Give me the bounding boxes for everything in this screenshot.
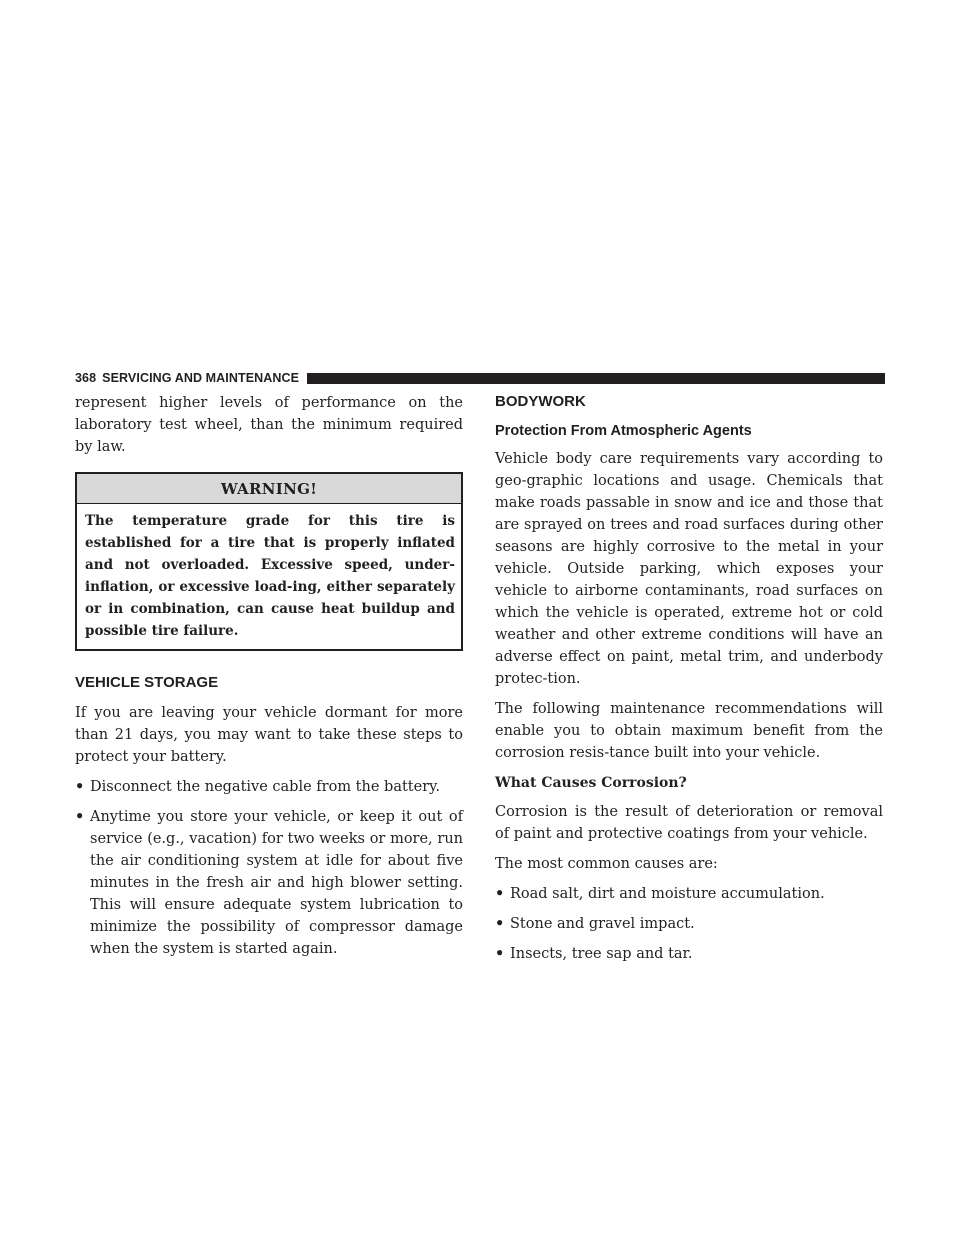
protection-paragraph-1: Vehicle body care requirements vary according to geo-graphic locations and usage. Chemicals that make roads passable in snow and ice and those that are sprayed on trees and road surfaces during other seasons are highly corrosive to the metal in your vehicle. Outside parking, which exposes your vehicle to airborne contaminants, road surfaces on which the vehicle is operated, extreme hot or cold weather and other extreme conditions will have an adverse effect on paint, metal trim, and underbody protec-tion. — [495, 451, 883, 687]
protection-paragraph-2: The following maintenance recommendations will enable you to obtain maximum benefit from the corrosion resis-tance built into your vehicle. — [495, 701, 883, 761]
list-item — [75, 806, 463, 960]
causes-intro: The most common causes are: — [495, 856, 718, 872]
right-column — [495, 392, 883, 973]
list-item — [495, 883, 883, 905]
left-column — [75, 392, 463, 968]
section-title: SERVICING AND MAINTENANCE — [102, 371, 300, 385]
list-item-text: Anytime you store your vehicle, or keep it out of service (e.g., vacation) for two weeks or more, run the air conditioning system at idle for about five minutes in the fresh air and high blower setting. This will ensure adequate system lubrication to minimize the possibility of compressor damage when the system is started again. — [90, 809, 463, 957]
protection-heading: Protection From Atmospheric Agents — [495, 423, 752, 439]
warning-box — [75, 472, 463, 651]
page-number: 368 — [75, 371, 97, 385]
list-item-text: Insects, tree sap and tar. — [510, 946, 693, 962]
bullet-icon: • — [75, 808, 85, 825]
causes-list — [495, 883, 883, 965]
list-item-text: Disconnect the negative cable from the battery. — [90, 779, 441, 795]
corrosion-paragraph: Corrosion is the result of deterioration or removal of paint and protective coatings from your vehicle. — [495, 804, 883, 842]
bodywork-heading: BODYWORK — [495, 393, 586, 410]
warning-body: The temperature grade for this tire is established for a tire that is properly inflated and not overloaded. Excessive speed, under-inflation, or excessive load-ing, either separately or in combination, can cause heat buildup and possible tire failure. — [85, 513, 455, 639]
page-header — [75, 370, 885, 386]
list-item — [75, 776, 463, 798]
list-item — [495, 943, 883, 965]
vehicle-storage-paragraph: If you are leaving your vehicle dormant for more than 21 days, you may want to take these steps to protect your battery. — [75, 705, 463, 765]
vehicle-storage-list — [75, 776, 463, 960]
warning-title: WARNING! — [77, 474, 461, 504]
vehicle-storage-heading: VEHICLE STORAGE — [75, 674, 219, 691]
corrosion-heading: What Causes Corrosion? — [495, 775, 687, 791]
bullet-icon: • — [495, 915, 505, 932]
bullet-icon: • — [75, 778, 85, 795]
list-item — [495, 913, 883, 935]
bullet-icon: • — [495, 945, 505, 962]
header-rule — [307, 373, 885, 384]
list-item-text: Stone and gravel impact. — [510, 916, 695, 932]
bullet-icon: • — [495, 885, 505, 902]
intro-paragraph: represent higher levels of performance on the laboratory test wheel, than the minimum required by law. — [75, 395, 463, 455]
list-item-text: Road salt, dirt and moisture accumulation. — [510, 886, 825, 902]
